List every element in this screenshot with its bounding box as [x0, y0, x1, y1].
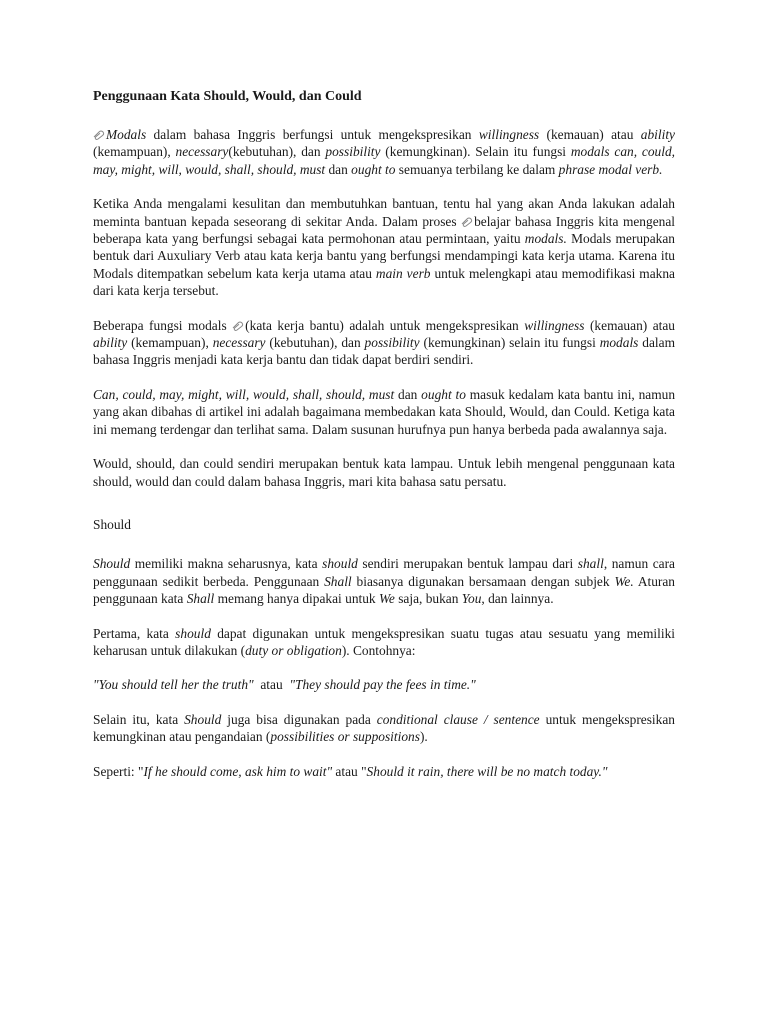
- paragraph-should-duty: Pertama, kata should dapat digunakan untuk mengekspresikan suatu tugas atau sesuatu yang memiliki keharusan untuk dilakukan (duty or obligation). Contohnya:: [93, 625, 675, 658]
- paragraph-example-2: Seperti: "If he should come, ask him to wait" atau "Should it rain, there will be no match today.": [93, 763, 608, 779]
- section-heading-should: Should: [93, 516, 131, 532]
- paragraph-kesulitan: Ketika Anda mengalami kesulitan dan membutuhkan bantuan, tentu hal yang akan Anda lakukan adalah meminta bantuan kepada seseorang di sekitar Anda. Dalam proses belajar bahasa Inggris kita mengenal beberapa kata yang berfungsi sebagai kata permohonan atau permintaan, yaitu modals. Modals merupakan bentuk dari Auxuliary Verb atau kata kerja bantu yang berfungsi mendampingi kata kerja utama. Karena itu Modals ditempatkan sebelum kata kerja utama atau main verb untuk melengkapi atau memodifikasi makna dari kata kerja tersebut.: [93, 196, 676, 299]
- paragraph-should-meaning: Should memiliki makna seharusnya, kata should sendiri merupakan bentuk lampau dari shall, namun cara penggunaan sedikit berbeda. Penggunaan Shall biasanya digunakan bersamaan dengan subjek We. Aturan penggunaan kata Shall memang hanya dipakai untuk We saja, bukan You, dan lainnya.: [93, 556, 675, 607]
- paragraph-modals-intro: Modals dalam bahasa Inggris berfungsi untuk mengekspresikan willingness (kemauan) atau ability (kemampuan), necessary(kebutuhan), dan possibility (kemungkinan). Selain itu fungsi modals can, could, may, might, will, would, shall, should, must dan ought to semuanya terbilang ke dalam phrase modal verb.: [93, 127, 676, 177]
- paragraph-conditional: Selain itu, kata Should juga bisa digunakan pada conditional clause / sentence untuk mengekspresikan kemungkinan atau pengandaian (possibilities or suppositions).: [93, 711, 675, 745]
- paragraph-example-1: "You should tell her the truth" atau "They should pay the fees in time.": [93, 677, 476, 693]
- paragraph-can-could: Can, could, may, might, will, would, shall, should, must dan ought to masuk kedalam kata bantu ini, namun yang akan dibahas di artikel ini adalah bagaimana membedakan kata Should, Would, dan Could. Ketiga kata ini memang terdengar dan terlihat sama. Dalam susunan hurufnya pun hanya berbeda pada awalannya saja.: [93, 386, 676, 437]
- paragraph-would-should-could: Would, should, dan could sendiri merupakan bentuk kata lampau. Untuk lebih mengenal penggunaan kata should, would dan could dalam bahasa Inggris, mari kita bahasa satu persatu.: [93, 456, 675, 489]
- paperclip-link-icon[interactable]: [232, 321, 244, 331]
- paperclip-link-icon[interactable]: [461, 217, 473, 227]
- paragraph-fungsi-modals: Beberapa fungsi modals (kata kerja bantu) adalah untuk mengekspresikan willingness (kemauan) atau ability (kemampuan), necessary (kebutuhan), dan possibility (kemungkinan) selain itu fungsi modals dalam bahasa Inggris menjadi kata kerja bantu dan tidak dapat berdiri sendiri.: [93, 317, 676, 368]
- paperclip-link-icon[interactable]: [93, 130, 105, 140]
- document-title: Penggunaan Kata Should, Would, dan Could: [93, 89, 362, 104]
